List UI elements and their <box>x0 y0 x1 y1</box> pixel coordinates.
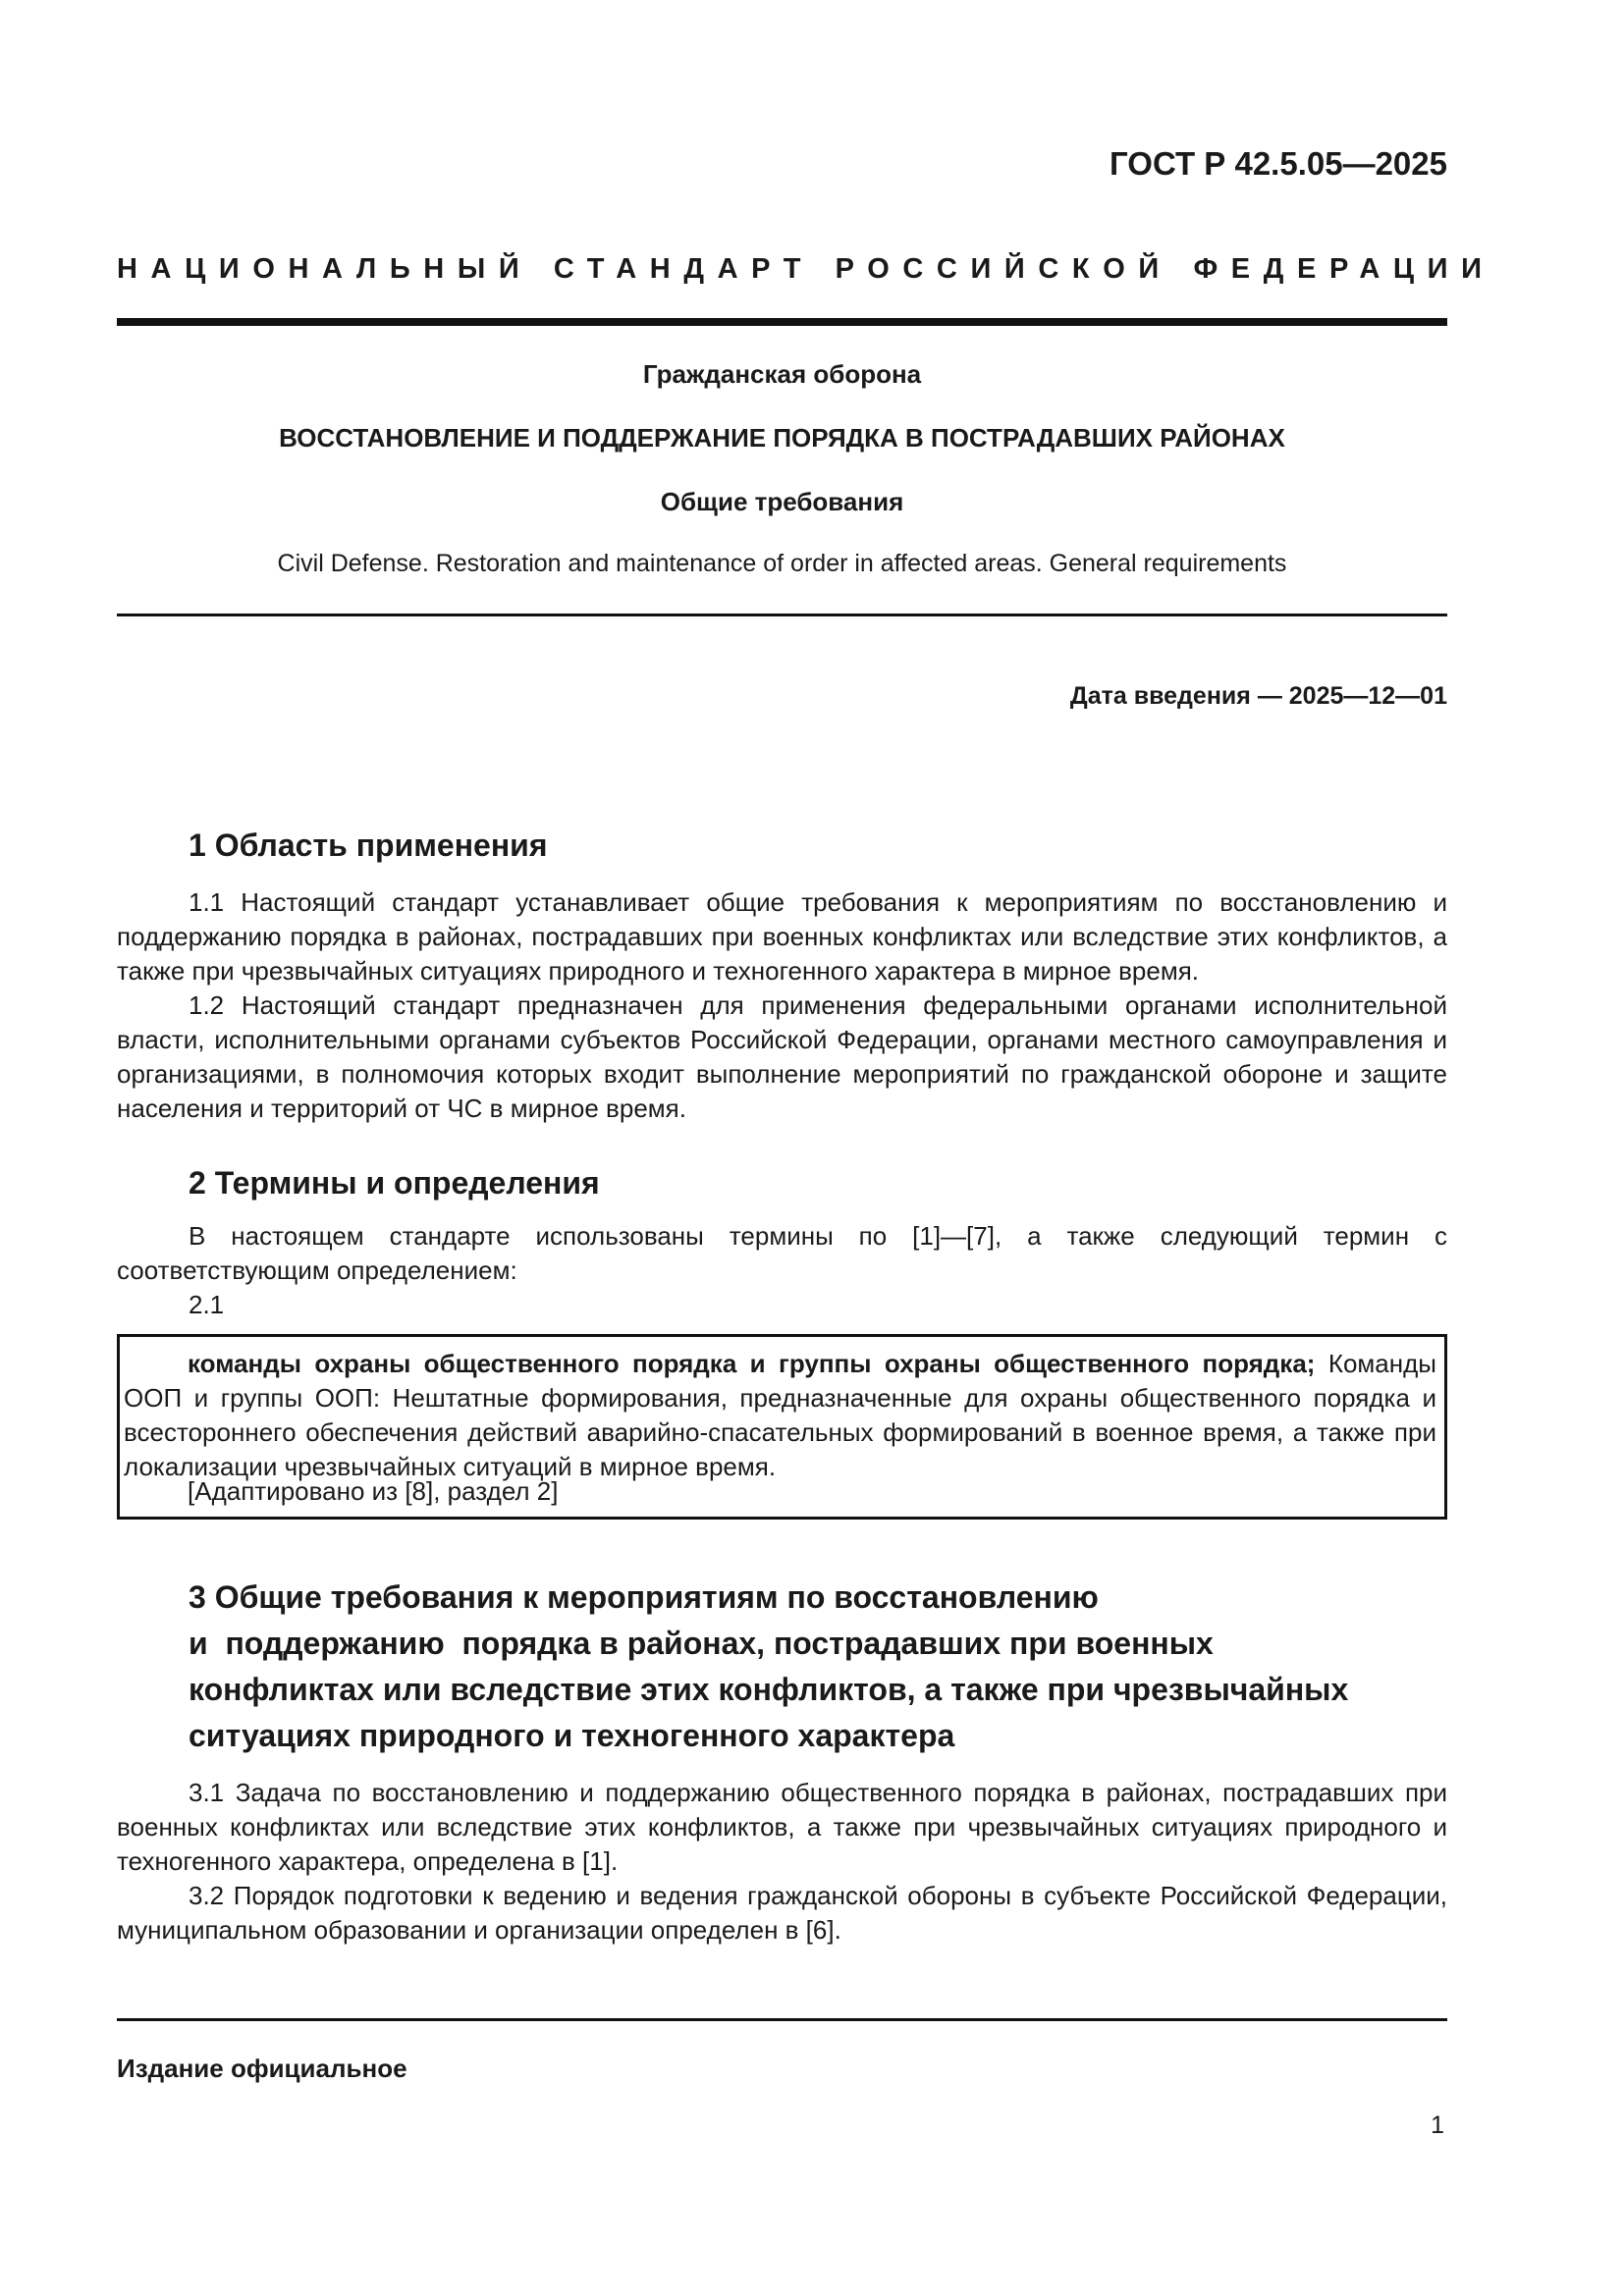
definition-source: [Адаптировано из [8], раздел 2] <box>188 1476 559 1506</box>
page-number: 1 <box>1431 2111 1444 2139</box>
official-edition-label: Издание официальное <box>117 2054 407 2083</box>
national-standard-banner: НАЦИОНАЛЬНЫЙ СТАНДАРТ РОССИЙСКОЙ ФЕДЕРАЦИИ <box>117 253 1495 285</box>
section-1-paragraph-1: 1.1 Настоящий стандарт устанавливает общие требования к мероприятиям по восстановлению и поддержанию порядка в районах, пострадавших при военных конфликтах или вследствие этих конфликтов, а также при чрезвычайных ситуациях природного и техногенного характера в мирное время. <box>117 887 1447 986</box>
section-2-paragraph-1: В настоящем стандарте использованы термины по [1]—[7], а также следующий термин с соответствующим определением: <box>117 1221 1447 1285</box>
section-3-heading-line-4: ситуациях природного и техногенного характера <box>189 1718 955 1753</box>
term-definition: Команды ООП и группы ООП: Нештатные формирования, предназначенные для охраны общественного порядка и всестороннего обеспечения действий аварийно-спасательных формирований в военное время, а также при локализации чрезвычайных ситуаций в мирное время. <box>124 1349 1436 1481</box>
section-1-paragraph-2: 1.2 Настоящий стандарт предназначен для применения федеральными органами исполнительной власти, исполнительными органами субъектов Российской Федерации, органами местного самоуправления и организациями, в полномочия которых входит выполнение мероприятий по гражданской обороне и защите населения и территорий от ЧС в мирное время. <box>117 990 1447 1123</box>
section-2-heading: 2 Термины и определения <box>189 1165 600 1201</box>
document-number: ГОСТ Р 42.5.05—2025 <box>1110 145 1447 182</box>
defined-term: команды охраны общественного порядка и группы охраны общественного порядка; <box>188 1349 1316 1378</box>
section-3-paragraph-1: 3.1 Задача по восстановлению и поддержанию общественного порядка в районах, пострадавших при военных конфликтах или вследствие этих конфликтов, а также при чрезвычайных ситуациях природного и техногенного характера, определена в [1]. <box>117 1778 1447 1876</box>
section-3-heading-line-3: конфликтах или вследствие этих конфликтов, а также при чрезвычайных <box>189 1672 1349 1707</box>
section-3-heading-line-1: 3 Общие требования к мероприятиям по восстановлению <box>189 1579 1099 1615</box>
title-line-2: ВОССТАНОВЛЕНИЕ И ПОДДЕРЖАНИЕ ПОРЯДКА В ПОСТРАДАВШИХ РАЙОНАХ <box>279 423 1285 453</box>
footer-rule <box>117 2018 1447 2021</box>
definition-text <box>124 1347 1436 1484</box>
title-english: Civil Defense. Restoration and maintenance of order in affected areas. General requirements <box>277 550 1287 577</box>
intro-date: Дата введения — 2025—12—01 <box>1069 682 1447 710</box>
clause-number: 2.1 <box>189 1290 225 1319</box>
title-rule <box>117 614 1447 616</box>
header-rule <box>117 318 1447 326</box>
section-1-heading: 1 Область применения <box>189 828 548 863</box>
title-line-3: Общие требования <box>660 487 904 516</box>
title-line-1: Гражданская оборона <box>642 359 922 389</box>
section-3-paragraph-2: 3.2 Порядок подготовки к ведению и ведения гражданской обороны в субъекте Российской Федерации, муниципальном образовании и организации определен в [6]. <box>117 1881 1447 1945</box>
section-3-heading-line-2: и поддержанию порядка в районах, пострадавших при военных <box>189 1626 1214 1661</box>
definition-box <box>117 1334 1447 1520</box>
